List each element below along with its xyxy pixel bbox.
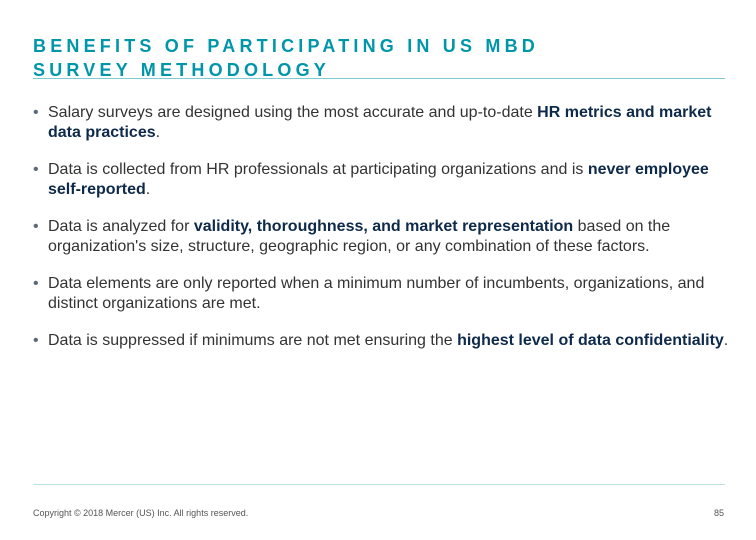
bullet-dot: • [33, 161, 39, 178]
bullet-text: . [155, 124, 161, 141]
bullet-emphasis: HR metrics and market data practices [48, 104, 712, 141]
bullet-list [33, 103, 733, 368]
bullet-text: Data is suppressed if minimums are not met ensuring the [48, 332, 458, 349]
bullet-item [33, 160, 733, 200]
slide-title [33, 34, 733, 82]
page-number: 85 [713, 508, 724, 518]
bullet-dot: • [33, 332, 39, 349]
bullet-text: based on the organization's size, structure, geographic region, or any combination of these factors. [48, 218, 671, 255]
bullet-text: . [145, 181, 151, 198]
slide-title-line-1: BENEFITS OF PARTICIPATING IN US MBD [33, 36, 539, 56]
footer-divider [33, 484, 725, 485]
bullet-item [33, 274, 733, 314]
bullet-item [33, 331, 733, 351]
slide-title-line-2: SURVEY METHODOLOGY [33, 60, 330, 80]
bullet-dot: • [33, 104, 39, 121]
bullet-emphasis: validity, thoroughness, and market representation [193, 218, 574, 235]
bullet-emphasis: never employee self-reported [48, 161, 709, 198]
bullet-text: Data is collected from HR professionals at participating organizations and is [48, 161, 588, 178]
bullet-text: Data is analyzed for [48, 218, 194, 235]
bullet-item [33, 217, 733, 257]
bullet-text: Salary surveys are designed using the most accurate and up-to-date [48, 104, 538, 121]
bullet-text: Data elements are only reported when a minimum number of incumbents, organizations, and distinct organizations are met. [48, 275, 705, 312]
title-divider [33, 78, 725, 79]
copyright-notice: Copyright © 2018 Mercer (US) Inc. All rights reserved. [33, 508, 249, 518]
bullet-text: . [723, 332, 729, 349]
bullet-emphasis: highest level of data confidentiality [457, 332, 724, 349]
bullet-dot: • [33, 218, 39, 235]
bullet-item [33, 103, 733, 143]
bullet-dot: • [33, 275, 39, 292]
